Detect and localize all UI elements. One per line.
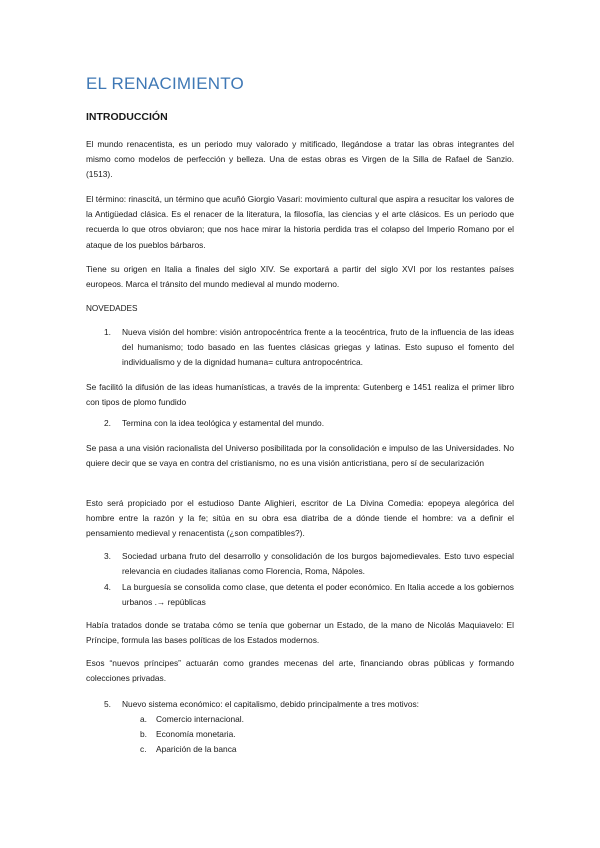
paragraph-origen: Tiene su origen en Italia a finales del siglo XIV. Se exportará a partir del siglo XVI por los restantes países europeos. Marca el tránsito del mundo medieval al mundo moderno. xyxy=(86,264,514,290)
list-number: 1. xyxy=(104,327,111,337)
list-number: 2. xyxy=(104,418,111,428)
heading-novedades: NOVEDADES xyxy=(86,304,138,313)
sublist-item-b xyxy=(140,727,236,742)
list-item-3 xyxy=(104,549,514,579)
paragraph-maquiavelo: Había tratados donde se trataba cómo se tenía que gobernar un Estado, de la mano de Nicolás Maquiavelo: El Príncipe, formula las bases políticas de los Estados modernos. xyxy=(86,620,514,646)
list-item-4 xyxy=(104,580,514,610)
list-number: 4. xyxy=(104,582,111,592)
section-heading-introduccion: INTRODUCCIÓN xyxy=(86,111,168,123)
sublist-letter: c. xyxy=(140,744,147,754)
list-item-5 xyxy=(104,697,514,712)
document-title: EL RENACIMIENTO xyxy=(86,74,244,93)
list-item-2 xyxy=(104,416,514,431)
list-text: Nueva visión del hombre: visión antropocéntrica frente a la teocéntrica, fruto de la influencia de las ideas del humanismo; todo basado en las fuentes clásicas griegas y latinas. Esto supuso el fomento del individualismo y de la dignidad humana= cultura antropocéntrica. xyxy=(122,327,514,368)
sublist-item-c xyxy=(140,742,237,757)
list-item-1 xyxy=(104,325,514,371)
list-number: 3. xyxy=(104,551,111,561)
sublist-text: Aparición de la banca xyxy=(156,744,237,754)
sublist-item-a xyxy=(140,712,244,727)
sublist-letter: a. xyxy=(140,714,147,724)
paragraph-termino: El término: rinascitá, un término que acuñó Giorgio Vasari: movimiento cultural que aspira a resucitar los valores de la Antigüedad clásica. Es el renacer de la literatura, la filosofía, las ciencias y el arte clásicos. Es un periodo que recuerda lo que otros obviaron; que nos hace mirar la historia perdida tras el colapso del Imperio Romano por el ataque de los pueblos bárbaros. xyxy=(86,194,514,250)
list-text: Nuevo sistema económico: el capitalismo, debido principalmente a tres motivos: xyxy=(122,699,419,709)
list-text: Termina con la idea teológica y estamental del mundo. xyxy=(122,418,325,428)
sublist-text: Economía monetaria. xyxy=(156,729,236,739)
paragraph-racionalista: Se pasa a una visión racionalista del Universo posibilitada por la consolidación e impulso de las Universidades. No quiere decir que se vaya en contra del cristianismo, no es una visión anticristiana, pero sí de secularización xyxy=(86,443,514,469)
paragraph-imprenta: Se facilitó la difusión de las ideas humanísticas, a través de la imprenta: Gutenberg e 1451 realiza el primer libro con tipos de plomo fundido xyxy=(86,382,514,408)
sublist-text: Comercio internacional. xyxy=(156,714,244,724)
paragraph-mecenas: Esos “nuevos príncipes” actuarán como grandes mecenas del arte, financiando obras públicas y formando colecciones privadas. xyxy=(86,658,514,684)
list-number: 5. xyxy=(104,699,111,709)
sublist-letter: b. xyxy=(140,729,147,739)
list-text: La burguesía se consolida como clase, que detenta el poder económico. En Italia accede a los gobiernos urbanos .→ repúblicas xyxy=(122,582,514,608)
list-text: Sociedad urbana fruto del desarrollo y consolidación de los burgos bajomedievales. Esto tuvo especial relevancia en ciudades italianas como Florencia, Roma, Nápoles. xyxy=(122,551,514,577)
paragraph-dante: Esto será propiciado por el estudioso Dante Alighieri, escritor de La Divina Comedia: epopeya alegórica del hombre entre la razón y la fe; sitúa en su obra esa diatriba de a dónde tiende el hombre: va a definir el pensamiento medieval y renacentista (¿son compatibles?). xyxy=(86,498,514,539)
paragraph-intro: El mundo renacentista, es un periodo muy valorado y mitificado, llegándose a tratar las obras integrantes del mismo como modelos de perfección y belleza. Una de estas obras es Virgen de la Silla de Rafael de Sanzio. (1513). xyxy=(86,139,514,180)
